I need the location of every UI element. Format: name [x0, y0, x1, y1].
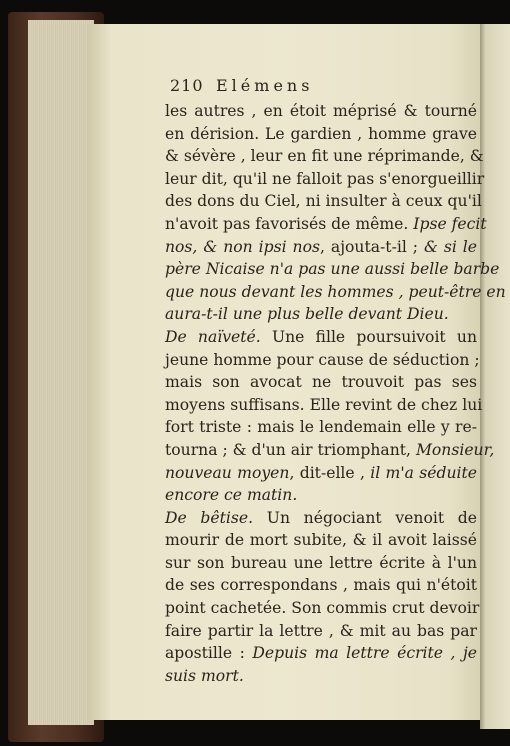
italic-run: suis mort.: [165, 666, 244, 685]
text-run: de ses correspondans , mais qui n'étoit: [165, 576, 477, 595]
text-line: [165, 258, 500, 281]
text-run: moyens suffisans. Elle revint de chez lui: [165, 395, 483, 414]
text-line: [165, 190, 482, 213]
running-title: Elémens: [216, 76, 314, 95]
text-run: en dérision. Le gardien , homme grave: [165, 124, 477, 143]
text-line: [165, 620, 477, 643]
text-line: [165, 439, 495, 462]
text-line: [165, 484, 477, 507]
text-line: [165, 213, 487, 236]
facing-page-edge: [480, 24, 510, 729]
italic-run: Monsieur,: [415, 440, 495, 459]
italic-run: De bêtise.: [165, 508, 254, 527]
text-run: tourna ; & d'un air triomphant,: [165, 440, 416, 459]
text-line: [165, 416, 477, 439]
text-run: sur son bureau une lettre écrite à l'un: [165, 553, 477, 572]
italic-run: aura-t-il une plus belle devant Dieu.: [165, 305, 449, 324]
text-line: [165, 349, 480, 372]
text-line: [165, 303, 477, 326]
italic-run: père Nicaise n'a pas une aussi belle barbe: [165, 260, 500, 279]
text-run: des dons du Ciel, ni insulter à ceux qu'il: [165, 192, 482, 211]
italic-run: que nous devant les hommes , peut-être en: [165, 282, 506, 301]
text-run: point cachetée. Son commis crut devoir: [165, 599, 480, 618]
text-run: Un négociant venoit de: [253, 508, 477, 527]
text-line: [165, 507, 477, 530]
italic-run: De naïveté.: [165, 327, 261, 346]
text-line: [165, 552, 477, 575]
text-line: [165, 574, 477, 597]
text-line: [165, 281, 506, 304]
text-line: [165, 642, 477, 665]
italic-run: encore ce matin.: [165, 486, 298, 505]
body-text: [165, 100, 506, 687]
text-run: , dit-elle ,: [289, 463, 371, 482]
text-run: jeune homme pour cause de séduction ;: [165, 350, 480, 369]
text-run: n'avoit pas favorisés de même.: [165, 214, 414, 233]
text-run: faire partir la lettre , & mit au bas par: [165, 621, 477, 640]
text-line: [165, 462, 477, 485]
text-line: [165, 100, 477, 123]
text-line: [165, 145, 484, 168]
page-edges: [28, 20, 94, 725]
text-line: [165, 665, 477, 688]
text-run: , ajouta-t-il ;: [319, 237, 424, 256]
text-line: [165, 123, 477, 146]
text-run: Une fille poursuivoit un: [260, 327, 477, 346]
italic-run: nos, & non ipsi nos: [165, 237, 320, 256]
italic-run: & si le: [423, 237, 477, 256]
text-run: & sévère , leur en fit une réprimande, &: [165, 147, 484, 166]
italic-run: Ipse fecit: [413, 214, 487, 233]
text-run: apostille :: [165, 644, 253, 663]
italic-run: nouveau moyen: [165, 463, 290, 482]
text-line: [165, 371, 477, 394]
text-line: [165, 236, 477, 259]
running-header: [170, 76, 390, 100]
text-line: [165, 394, 483, 417]
text-run: les autres , en étoit méprisé & tourné: [165, 102, 477, 120]
text-line: [165, 597, 480, 620]
text-line: [165, 326, 477, 349]
italic-run: Depuis ma lettre écrite , je: [252, 644, 478, 663]
italic-run: il m'a séduite: [370, 463, 477, 482]
text-run: leur dit, qu'il ne falloit pas s'enorgueillir: [165, 169, 485, 188]
page-number: 210: [170, 76, 204, 95]
text-run: mourir de mort subite, & il avoit laissé: [165, 531, 477, 550]
text-run: mais son avocat ne trouvoit pas ses: [165, 373, 477, 392]
text-run: fort triste : mais le lendemain elle y re-: [165, 418, 477, 437]
text-line: [165, 529, 477, 552]
text-line: [165, 168, 485, 191]
